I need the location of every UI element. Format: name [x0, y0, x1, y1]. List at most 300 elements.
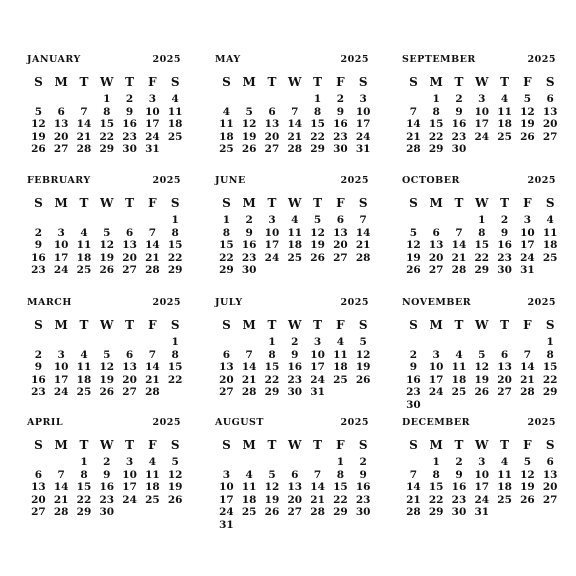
day-cell: 11 [497, 468, 512, 481]
day-blank [118, 214, 141, 227]
day-cell: 23 [31, 264, 46, 277]
day-cell: 8 [171, 348, 179, 361]
month-name: MARCH [27, 297, 72, 308]
day-cell: 30 [333, 143, 348, 156]
month-name: MAY [215, 54, 241, 65]
day-cell: 14 [145, 361, 160, 374]
day-cell: 25 [287, 251, 303, 264]
day-cell: 30 [122, 143, 137, 156]
day-grid [27, 93, 181, 156]
day-cell: 2 [336, 93, 345, 105]
day-cell: 29 [264, 386, 280, 399]
weekday-row [402, 71, 556, 93]
day-cell: 11 [451, 361, 467, 374]
day-cell: 22 [474, 251, 490, 264]
day-blank [283, 93, 306, 106]
day-cell: 23 [451, 130, 467, 143]
day-blank [402, 214, 425, 227]
day-cell: 19 [520, 481, 535, 494]
day-cell: 13 [122, 239, 137, 252]
weekday-label: S [409, 196, 418, 210]
weekday-row [215, 314, 369, 336]
day-cell: 16 [287, 361, 303, 374]
weekday-label: S [34, 318, 43, 332]
day-cell: 20 [53, 130, 69, 143]
weekday-label: M [429, 196, 443, 210]
day-blank [215, 336, 238, 349]
weekday-label: M [429, 318, 443, 332]
day-cell: 29 [542, 386, 558, 399]
month-name: JUNE [215, 175, 246, 186]
weekday-row [27, 71, 181, 93]
day-cell: 21 [520, 373, 535, 386]
day-cell: 14 [451, 239, 467, 252]
day-cell: 2 [34, 226, 43, 239]
day-cell: 23 [122, 130, 137, 143]
day-cell: 16 [241, 239, 257, 252]
weekday-label: F [148, 196, 157, 210]
day-cell: 7 [148, 348, 157, 361]
day-cell: 2 [455, 456, 463, 468]
day-cell: 20 [122, 251, 137, 264]
weekday-label: T [125, 318, 135, 332]
day-cell: 20 [219, 373, 234, 386]
day-cell: 12 [99, 239, 115, 252]
day-cell: 20 [542, 481, 558, 494]
weekday-label: W [100, 196, 114, 210]
day-cell: 24 [474, 493, 490, 506]
day-cell: 4 [80, 226, 88, 239]
day-cell: 22 [167, 251, 183, 264]
day-blank [283, 456, 306, 469]
day-cell: 13 [542, 105, 558, 118]
weekday-label: S [358, 318, 368, 332]
day-cell: 4 [291, 214, 299, 226]
weekday-label: T [500, 318, 510, 332]
day-cell: 3 [268, 214, 276, 226]
day-cell: 23 [451, 493, 467, 506]
day-cell: 1 [171, 336, 179, 348]
day-cell: 3 [478, 456, 486, 468]
day-cell: 13 [333, 226, 348, 239]
day-blank [215, 93, 238, 106]
day-cell: 12 [31, 118, 46, 131]
weekday-label: S [170, 196, 180, 210]
day-cell: 9 [409, 361, 418, 374]
weekday-label: F [148, 438, 157, 452]
month-header [402, 297, 556, 311]
day-cell: 26 [99, 264, 115, 277]
day-cell: 28 [406, 143, 421, 156]
day-cell: 17 [520, 239, 535, 252]
day-cell: 8 [268, 348, 276, 361]
day-cell: 24 [122, 493, 137, 506]
day-cell: 10 [428, 361, 444, 374]
weekday-label: M [429, 75, 443, 89]
day-cell: 1 [313, 93, 322, 105]
day-cell: 21 [287, 130, 303, 143]
day-cell: 7 [455, 226, 463, 239]
day-cell: 25 [219, 143, 234, 156]
day-cell: 6 [546, 93, 554, 105]
day-cell: 14 [310, 481, 325, 494]
day-cell: 13 [219, 361, 234, 374]
day-cell: 2 [409, 348, 418, 361]
day-cell: 25 [167, 130, 183, 143]
day-cell: 3 [523, 214, 532, 226]
day-cell: 6 [57, 105, 65, 118]
weekday-label: W [288, 318, 302, 332]
weekday-label: M [54, 196, 68, 210]
day-cell: 1 [222, 214, 231, 226]
month-year: 2025 [152, 297, 181, 308]
day-blank [27, 214, 50, 227]
weekday-row [402, 314, 556, 336]
day-cell: 3 [222, 468, 231, 481]
day-cell: 2 [245, 214, 253, 226]
day-cell: 25 [497, 130, 512, 143]
day-cell: 16 [31, 373, 46, 386]
day-cell: 18 [497, 118, 512, 131]
day-blank [27, 93, 50, 106]
day-cell: 24 [145, 130, 160, 143]
day-cell: 4 [148, 456, 157, 468]
weekday-label: S [222, 438, 231, 452]
day-cell: 6 [268, 105, 276, 118]
day-cell: 30 [497, 264, 512, 277]
day-cell: 16 [497, 239, 512, 252]
day-cell: 16 [451, 118, 467, 131]
weekday-label: T [454, 438, 464, 452]
day-cell: 20 [333, 239, 348, 252]
day-cell: 19 [99, 373, 115, 386]
weekday-label: S [409, 318, 418, 332]
day-cell: 14 [241, 361, 257, 374]
day-cell: 20 [264, 130, 280, 143]
day-grid [215, 214, 369, 277]
day-cell: 25 [451, 386, 467, 399]
month-header [402, 54, 556, 68]
month-name: AUGUST [215, 417, 264, 428]
month-header [27, 54, 181, 68]
day-cell: 9 [34, 361, 43, 374]
day-cell: 14 [520, 361, 535, 374]
weekday-label: M [429, 438, 443, 452]
weekday-label: F [336, 438, 345, 452]
day-cell: 24 [520, 251, 535, 264]
day-cell: 22 [428, 493, 444, 506]
day-cell: 7 [313, 468, 322, 481]
day-cell: 22 [542, 373, 558, 386]
day-cell: 2 [103, 456, 111, 468]
day-cell: 18 [145, 481, 160, 494]
day-cell: 15 [167, 361, 183, 374]
weekday-label: T [79, 196, 89, 210]
day-cell: 28 [145, 386, 160, 399]
month-year: 2025 [527, 417, 556, 428]
weekday-label: F [523, 318, 532, 332]
day-cell: 1 [80, 456, 88, 468]
day-cell: 3 [432, 348, 440, 361]
day-cell: 10 [53, 361, 69, 374]
day-cell: 19 [167, 481, 183, 494]
day-cell: 5 [523, 93, 532, 105]
day-cell: 5 [103, 348, 111, 361]
day-cell: 3 [359, 93, 367, 105]
day-cell: 11 [167, 105, 183, 118]
day-cell: 19 [310, 239, 325, 252]
day-cell: 5 [171, 456, 179, 468]
day-cell: 15 [264, 361, 280, 374]
day-cell: 13 [264, 118, 280, 131]
day-cell: 27 [428, 264, 444, 277]
day-cell: 29 [76, 506, 92, 519]
day-cell: 24 [219, 506, 234, 519]
day-blank [50, 456, 73, 469]
day-cell: 6 [546, 456, 554, 468]
day-cell: 23 [406, 386, 421, 399]
day-cell: 12 [99, 361, 115, 374]
day-cell: 10 [264, 226, 280, 239]
day-cell: 1 [336, 456, 345, 468]
day-cell: 12 [310, 226, 325, 239]
day-cell: 18 [241, 493, 257, 506]
day-cell: 25 [76, 264, 92, 277]
day-cell: 15 [99, 118, 115, 131]
day-cell: 27 [333, 251, 348, 264]
day-cell: 7 [409, 468, 418, 481]
weekday-label: F [336, 196, 345, 210]
day-cell: 12 [355, 348, 371, 361]
day-blank [50, 93, 73, 106]
day-cell: 14 [53, 481, 69, 494]
weekday-row [402, 192, 556, 214]
day-cell: 20 [542, 118, 558, 131]
day-cell: 4 [500, 456, 509, 468]
month-year: 2025 [340, 417, 369, 428]
day-blank [73, 214, 96, 227]
weekday-label: T [79, 75, 89, 89]
day-cell: 31 [145, 143, 160, 156]
weekday-row [27, 434, 181, 456]
day-cell: 5 [245, 105, 253, 118]
day-cell: 20 [428, 251, 444, 264]
weekday-row [215, 434, 369, 456]
day-cell: 10 [474, 105, 490, 118]
day-cell: 24 [53, 264, 69, 277]
day-grid [215, 93, 369, 156]
day-blank [425, 336, 448, 349]
month-name: JANUARY [27, 54, 81, 65]
day-cell: 18 [287, 239, 303, 252]
day-cell: 24 [474, 130, 490, 143]
day-blank [425, 214, 448, 227]
day-blank [261, 93, 284, 106]
day-cell: 31 [310, 386, 325, 399]
day-cell: 11 [76, 239, 92, 252]
weekday-label: T [313, 75, 323, 89]
day-cell: 12 [406, 239, 421, 252]
month-year: 2025 [527, 297, 556, 308]
day-cell: 1 [171, 214, 179, 226]
day-cell: 28 [145, 264, 160, 277]
day-grid [27, 214, 181, 277]
weekday-label: F [336, 75, 345, 89]
day-cell: 3 [57, 348, 65, 361]
day-cell: 21 [355, 239, 371, 252]
day-cell: 4 [500, 93, 509, 105]
day-cell: 30 [287, 386, 303, 399]
weekday-label: W [288, 75, 302, 89]
day-cell: 28 [76, 143, 92, 156]
day-cell: 24 [264, 251, 280, 264]
day-cell: 29 [310, 143, 325, 156]
day-cell: 3 [125, 456, 134, 468]
day-grid [402, 456, 556, 519]
day-cell: 31 [355, 143, 371, 156]
day-cell: 5 [268, 468, 276, 481]
day-cell: 9 [125, 105, 134, 118]
day-cell: 8 [103, 105, 111, 118]
day-cell: 13 [497, 361, 512, 374]
day-blank [470, 336, 493, 349]
day-cell: 28 [241, 386, 257, 399]
day-cell: 6 [125, 226, 134, 239]
day-cell: 24 [310, 373, 325, 386]
day-cell: 2 [125, 93, 134, 105]
day-cell: 7 [523, 348, 532, 361]
weekday-label: M [242, 196, 256, 210]
day-cell: 25 [333, 373, 348, 386]
day-blank [215, 456, 238, 469]
day-cell: 16 [333, 118, 348, 131]
day-cell: 4 [222, 105, 231, 118]
day-grid [402, 336, 556, 412]
day-cell: 28 [520, 386, 535, 399]
day-cell: 11 [241, 481, 257, 494]
day-cell: 9 [34, 239, 43, 252]
weekday-label: F [148, 75, 157, 89]
day-cell: 21 [145, 251, 160, 264]
month-year: 2025 [152, 417, 181, 428]
month-header [215, 175, 369, 189]
day-blank [73, 336, 96, 349]
day-cell: 10 [310, 348, 325, 361]
day-cell: 11 [219, 118, 234, 131]
day-cell: 17 [428, 373, 444, 386]
day-cell: 8 [80, 468, 88, 481]
month-october [402, 175, 556, 277]
weekday-label: S [358, 196, 368, 210]
day-cell: 27 [497, 386, 512, 399]
day-blank [238, 456, 261, 469]
day-blank [95, 214, 118, 227]
day-cell: 20 [497, 373, 512, 386]
day-cell: 5 [313, 214, 322, 226]
day-cell: 9 [500, 226, 509, 239]
day-cell: 8 [478, 226, 486, 239]
day-blank [95, 336, 118, 349]
day-cell: 12 [474, 361, 490, 374]
day-cell: 23 [287, 373, 303, 386]
day-cell: 20 [31, 493, 46, 506]
day-cell: 11 [497, 105, 512, 118]
day-cell: 4 [171, 93, 179, 105]
weekday-row [27, 314, 181, 336]
weekday-label: S [545, 318, 555, 332]
day-cell: 21 [76, 130, 92, 143]
day-cell: 21 [53, 493, 69, 506]
weekday-label: W [475, 438, 489, 452]
day-cell: 18 [497, 481, 512, 494]
weekday-label: W [475, 318, 489, 332]
day-cell: 10 [145, 105, 160, 118]
day-cell: 2 [455, 93, 463, 105]
month-header [27, 297, 181, 311]
weekday-row [402, 434, 556, 456]
day-cell: 28 [310, 506, 325, 519]
day-cell: 9 [245, 226, 253, 239]
day-cell: 27 [219, 386, 234, 399]
day-cell: 30 [99, 506, 115, 519]
day-cell: 10 [474, 468, 490, 481]
day-cell: 4 [336, 336, 345, 348]
day-blank [50, 214, 73, 227]
month-february [27, 175, 181, 277]
day-cell: 30 [406, 398, 421, 411]
day-cell: 28 [451, 264, 467, 277]
day-blank [261, 456, 284, 469]
month-year: 2025 [340, 175, 369, 186]
day-blank [118, 336, 141, 349]
day-cell: 6 [125, 348, 134, 361]
day-cell: 28 [53, 506, 69, 519]
day-cell: 26 [520, 130, 535, 143]
weekday-label: T [500, 75, 510, 89]
day-cell: 12 [241, 118, 257, 131]
day-cell: 10 [219, 481, 234, 494]
weekday-label: T [454, 196, 464, 210]
day-cell: 19 [264, 493, 280, 506]
month-header [402, 417, 556, 431]
day-cell: 16 [122, 118, 137, 131]
day-cell: 1 [432, 456, 440, 468]
day-cell: 15 [167, 239, 183, 252]
day-cell: 19 [355, 361, 371, 374]
weekday-label: W [475, 196, 489, 210]
day-cell: 15 [428, 481, 444, 494]
day-blank [402, 93, 425, 106]
day-cell: 22 [264, 373, 280, 386]
day-cell: 7 [291, 105, 299, 118]
day-cell: 17 [310, 361, 325, 374]
weekday-row [215, 71, 369, 93]
day-cell: 11 [542, 226, 558, 239]
day-cell: 22 [76, 493, 92, 506]
day-cell: 5 [34, 105, 43, 118]
day-cell: 26 [167, 493, 183, 506]
day-cell: 11 [287, 226, 303, 239]
month-header [215, 417, 369, 431]
day-cell: 26 [520, 493, 535, 506]
day-cell: 19 [406, 251, 421, 264]
day-cell: 14 [406, 481, 421, 494]
day-cell: 3 [313, 336, 322, 348]
month-header [27, 175, 181, 189]
day-cell: 16 [99, 481, 115, 494]
weekday-label: T [267, 196, 277, 210]
weekday-label: T [267, 438, 277, 452]
